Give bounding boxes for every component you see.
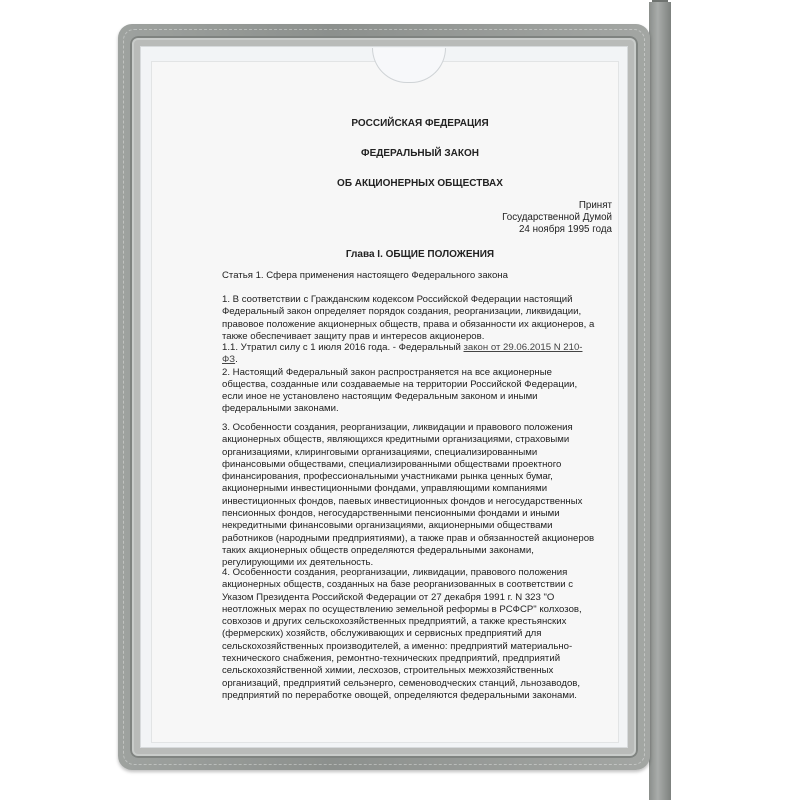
text-line: 2. Настоящий Федеральный закон распространяется на все акционерные (222, 366, 552, 378)
law-reference-link[interactable]: закон от 29.06.2015 N 210- (463, 342, 583, 353)
text-line: правовое положение акционерных обществ, права и обязанности их акционеров, а (222, 318, 595, 330)
text-line: организациями, клиринговыми организациями, специализированными (222, 446, 538, 458)
heading-law: ФЕДЕРАЛЬНЫЙ ЗАКОН (361, 148, 479, 159)
paragraph-1-1-and-2 (222, 342, 610, 416)
text-line: (фермерских) хозяйств, обслуживающих и сервисных предприятий для (222, 628, 542, 640)
text-line: если иное не установлено настоящим Федеральным законом и иными (222, 391, 538, 403)
heading-state: РОССИЙСКАЯ ФЕДЕРАЦИЯ (351, 118, 489, 129)
text-line: Федеральный закон определяет порядок создания, реорганизации, ликвидации, (222, 306, 582, 318)
text-line: организаций, предприятий сельэнерго, семеноводческих станций, льнозаводов, (222, 677, 581, 689)
adoption-line: Принят (578, 200, 612, 211)
article-title: Статья 1. Сфера применения настоящего Федерального закона (222, 270, 508, 281)
text-line: акционерных обществ, созданных на базе реорганизованных в соответствии с (222, 579, 574, 591)
text-line: совхозов и других сельскохозяйственных предприятий, а также крестьянских (222, 616, 567, 628)
text-line: сельскохозяйственных производителей, а именно: предприятий материально- (222, 640, 573, 652)
adoption-line: Государственной Думой (502, 212, 612, 223)
text-line (222, 354, 610, 366)
text-line: финансовыми обществами, специализированными обществами проектного (222, 458, 562, 470)
text-line (222, 342, 610, 354)
text-line: инвестиционных фондов, паевых инвестиционных фондов и негосударственных (222, 495, 583, 507)
mounting-rail (649, 2, 671, 800)
heading-subject: ОБ АКЦИОНЕРНЫХ ОБЩЕСТВАХ (337, 178, 503, 189)
text-line: некредитными финансовыми организациями, акционерными обществами (222, 520, 553, 532)
text-line: сельскохозяйственной химии, лесхозов, строительных межхозяйственных (222, 665, 554, 677)
chapter-title: Глава I. ОБЩИЕ ПОЛОЖЕНИЯ (345, 249, 495, 260)
adoption-line: 24 ноября 1995 года (518, 224, 612, 235)
paragraph-4 (222, 567, 610, 702)
text-line: 3. Особенности создания, реорганизации, ликвидации и правового положения (222, 422, 573, 433)
para-1-1-tail: . (235, 354, 238, 366)
para-1-1-text: 1.1. Утратил силу с 1 июля 2016 года. - Федеральный (222, 342, 464, 353)
text-line: общества, созданные или создаваемые на территории Российской Федерации, (222, 378, 578, 390)
text-line: федеральными законами. (222, 403, 339, 415)
paragraph-3 (222, 422, 610, 570)
law-reference-link-end[interactable]: ФЗ (222, 354, 236, 366)
text-line: пенсионных фондов, негосударственными пенсионными фондами и иными (222, 508, 560, 520)
text-line: 4. Особенности создания, реорганизации, ликвидации, правового положения (222, 567, 568, 578)
text-line: акционерными инвестиционными фондами, управляющими компаниями (222, 483, 548, 495)
text-line: предприятий по переработке овощей, определяются федеральными законами. (222, 689, 577, 701)
text-line: финансирования, профессиональными участниками рынка ценных бумаг, (222, 471, 553, 483)
text-line: регулирующими их деятельность. (222, 557, 374, 569)
text-line: Указом Президента Российской Федерации от 27 декабря 1991 г. N 323 "О (222, 591, 555, 603)
text-line: неотложных мерах по осуществлению земельной реформы в РСФСР" колхозов, (222, 603, 582, 615)
text-line: акционерных обществ, являющихся кредитными организациями, страховыми (222, 434, 570, 446)
text-line: 1. В соответствии с Гражданским кодексом Российской Федерации настоящий (222, 294, 573, 305)
adoption-note (502, 200, 612, 236)
text-line: работников (народными предприятиями), а также прав и обязанностей акционеров (222, 532, 595, 544)
paragraph-1 (222, 294, 610, 343)
text-line: таких акционерных обществ определяются федеральными законами, (222, 544, 534, 556)
text-line: технического снабжения, ремонтно-технических предприятий, предприятий (222, 653, 561, 665)
text-line: также обеспечивает защиту прав и интересов акционеров. (222, 330, 485, 342)
